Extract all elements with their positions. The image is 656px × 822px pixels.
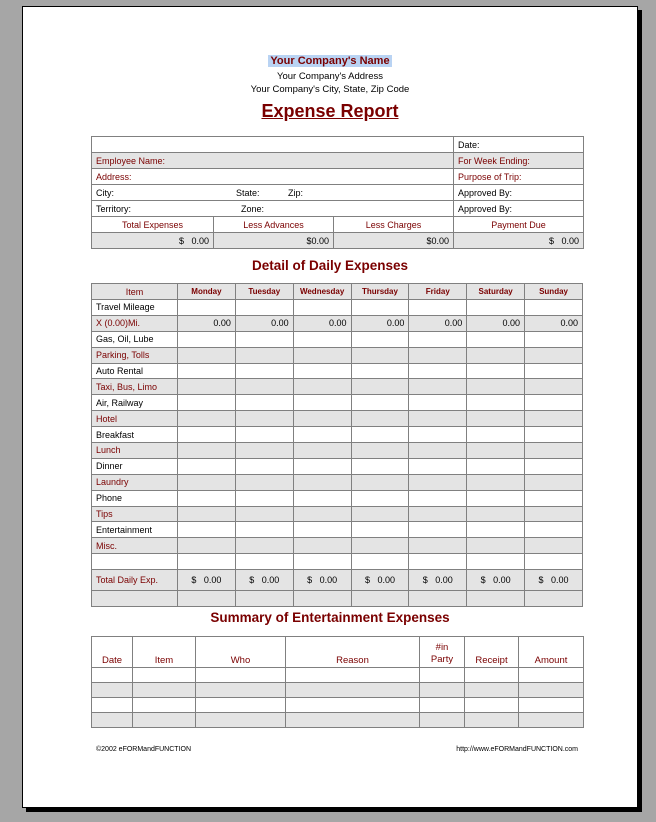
entertainment-cell[interactable] — [465, 698, 519, 713]
expense-cell[interactable] — [525, 458, 583, 474]
company-name: Your Company's Name — [270, 55, 390, 67]
expense-item-label: Air, Railway — [92, 395, 178, 411]
expense-cell[interactable] — [351, 474, 409, 490]
expense-cell[interactable] — [409, 474, 467, 490]
day-column-header: Tuesday — [235, 284, 293, 300]
blank-cell — [235, 591, 293, 607]
expense-cell[interactable] — [467, 474, 525, 490]
table-row — [92, 363, 583, 379]
expense-cell[interactable] — [409, 458, 467, 474]
expense-cell[interactable] — [351, 538, 409, 554]
expense-cell[interactable] — [293, 411, 351, 427]
blank-cell — [178, 591, 236, 607]
expense-cell[interactable] — [178, 538, 236, 554]
expense-cell[interactable] — [293, 363, 351, 379]
entertainment-cell[interactable] — [133, 683, 196, 698]
table-row — [92, 315, 583, 331]
entertainment-cell[interactable] — [286, 668, 420, 683]
expense-cell[interactable]: 0.00 — [235, 315, 293, 331]
entertainment-cell[interactable] — [92, 668, 133, 683]
expense-cell[interactable] — [467, 443, 525, 459]
ent-column-header: Reason — [286, 637, 420, 668]
expense-cell[interactable] — [525, 443, 583, 459]
entertainment-cell[interactable] — [92, 683, 133, 698]
expense-cell[interactable] — [351, 300, 409, 316]
entertainment-table — [91, 636, 584, 728]
expense-cell[interactable] — [178, 331, 236, 347]
expense-cell[interactable] — [235, 474, 293, 490]
expense-cell[interactable] — [467, 458, 525, 474]
expense-cell[interactable]: 0.00 — [178, 315, 236, 331]
expense-cell[interactable] — [178, 522, 236, 538]
table-row — [92, 554, 583, 570]
company-address: Your Company's Address — [276, 71, 384, 82]
entertainment-cell[interactable] — [196, 668, 286, 683]
employee-info-table — [91, 136, 584, 249]
table-row — [92, 522, 583, 538]
expense-cell[interactable] — [293, 395, 351, 411]
day-column-header: Thursday — [351, 284, 409, 300]
expense-cell[interactable]: 0.00 — [351, 315, 409, 331]
entertainment-cell[interactable] — [519, 713, 584, 728]
less-advances-value[interactable]: $0.00 — [214, 233, 334, 249]
expense-cell[interactable] — [235, 427, 293, 443]
expense-cell[interactable] — [525, 474, 583, 490]
table-row — [92, 331, 583, 347]
expense-cell[interactable] — [351, 379, 409, 395]
expense-cell[interactable] — [351, 395, 409, 411]
blank-cell — [409, 591, 467, 607]
expense-cell[interactable] — [467, 490, 525, 506]
expense-cell[interactable]: 0.00 — [293, 315, 351, 331]
table-row — [92, 538, 583, 554]
total-daily-value: $ 0.00 — [351, 570, 409, 591]
expense-cell[interactable] — [235, 363, 293, 379]
day-column-header: Friday — [409, 284, 467, 300]
expense-cell[interactable] — [525, 538, 583, 554]
expense-cell[interactable] — [409, 538, 467, 554]
expense-cell[interactable]: 0.00 — [525, 315, 583, 331]
expense-item-label: Gas, Oil, Lube — [92, 331, 178, 347]
approved-by-field-1[interactable]: Approved By: — [454, 185, 584, 201]
entertainment-cell[interactable] — [196, 713, 286, 728]
total-daily-value: $ 0.00 — [525, 570, 583, 591]
table-row — [92, 379, 583, 395]
expense-cell[interactable] — [467, 363, 525, 379]
expense-cell[interactable] — [293, 300, 351, 316]
expense-cell[interactable] — [293, 538, 351, 554]
expense-item-label: Parking, Tolls — [92, 347, 178, 363]
table-row — [92, 490, 583, 506]
blank-cell — [467, 591, 525, 607]
expense-cell[interactable] — [351, 443, 409, 459]
expense-cell[interactable] — [293, 554, 351, 570]
footer-url[interactable]: http://www.eFORMandFUNCTION.com — [456, 746, 578, 753]
daily-expenses-table — [91, 283, 583, 607]
expense-cell[interactable] — [351, 411, 409, 427]
ent-column-header: Date — [92, 637, 133, 668]
total-daily-value: $ 0.00 — [235, 570, 293, 591]
expense-cell[interactable] — [409, 331, 467, 347]
expense-cell[interactable] — [235, 522, 293, 538]
entertainment-cell[interactable] — [519, 698, 584, 713]
entertainment-cell[interactable] — [133, 668, 196, 683]
ent-column-header: #in Party — [420, 637, 465, 668]
expense-cell[interactable] — [467, 538, 525, 554]
expense-cell[interactable] — [293, 427, 351, 443]
expense-cell[interactable] — [235, 506, 293, 522]
expense-cell[interactable] — [525, 395, 583, 411]
expense-cell[interactable] — [467, 506, 525, 522]
expense-cell[interactable] — [351, 427, 409, 443]
expense-cell[interactable] — [525, 554, 583, 570]
expense-cell[interactable] — [293, 379, 351, 395]
expense-cell[interactable] — [409, 554, 467, 570]
expense-cell[interactable] — [235, 490, 293, 506]
expense-cell[interactable] — [467, 411, 525, 427]
expense-cell[interactable] — [409, 522, 467, 538]
state-label: State: — [236, 187, 260, 198]
territory-zone-field[interactable] — [92, 201, 454, 217]
less-advances-label: Less Advances — [214, 217, 334, 233]
entertainment-cell[interactable] — [286, 683, 420, 698]
expense-item-label: Laundry — [92, 474, 178, 490]
expense-cell[interactable] — [293, 458, 351, 474]
expense-cell[interactable] — [178, 411, 236, 427]
blank-cell — [92, 591, 178, 607]
ent-column-header: Item — [133, 637, 196, 668]
table-row — [92, 427, 583, 443]
expense-cell[interactable] — [178, 443, 236, 459]
table-row — [92, 668, 584, 683]
expense-cell[interactable] — [351, 347, 409, 363]
purpose-field[interactable]: Purpose of Trip: — [454, 169, 584, 185]
table-row — [92, 300, 583, 316]
city-label: City: — [96, 187, 114, 198]
expense-cell[interactable] — [293, 347, 351, 363]
zone-label: Zone: — [241, 203, 265, 214]
table-row — [92, 474, 583, 490]
entertainment-title: Summary of Entertainment Expenses — [210, 610, 450, 625]
expense-item-label: Lunch — [92, 443, 178, 459]
expense-cell[interactable] — [235, 458, 293, 474]
entertainment-cell[interactable] — [420, 698, 465, 713]
address-field[interactable]: Address: — [92, 169, 454, 185]
item-column-header: Item — [92, 284, 178, 300]
expense-cell[interactable] — [409, 411, 467, 427]
entertainment-cell[interactable] — [92, 698, 133, 713]
expense-cell[interactable] — [525, 490, 583, 506]
entertainment-cell[interactable] — [519, 668, 584, 683]
expense-item-label: Taxi, Bus, Limo — [92, 379, 178, 395]
expense-cell[interactable] — [409, 427, 467, 443]
expense-cell[interactable] — [351, 554, 409, 570]
city-state-zip-field[interactable] — [92, 185, 454, 201]
expense-item-label: Hotel — [92, 411, 178, 427]
entertainment-cell[interactable] — [196, 698, 286, 713]
table-row — [92, 443, 583, 459]
expense-cell[interactable]: 0.00 — [409, 315, 467, 331]
expense-cell[interactable] — [525, 427, 583, 443]
expense-cell[interactable] — [525, 522, 583, 538]
table-row — [92, 395, 583, 411]
expense-cell[interactable] — [409, 347, 467, 363]
table-row — [92, 506, 583, 522]
entertainment-cell[interactable] — [519, 683, 584, 698]
ent-column-header: Receipt — [465, 637, 519, 668]
total-daily-value: $ 0.00 — [293, 570, 351, 591]
less-charges-label: Less Charges — [334, 217, 454, 233]
expense-cell[interactable] — [467, 347, 525, 363]
expense-item-label: Entertainment — [92, 522, 178, 538]
expense-cell[interactable] — [525, 379, 583, 395]
expense-cell[interactable] — [235, 411, 293, 427]
blank-cell — [525, 591, 583, 607]
week-ending-field[interactable]: For Week Ending: — [454, 153, 584, 169]
expense-item-label: Travel Mileage — [92, 300, 178, 316]
expense-cell[interactable] — [178, 474, 236, 490]
day-column-header: Saturday — [467, 284, 525, 300]
expense-item-label: Auto Rental — [92, 363, 178, 379]
zip-label: Zip: — [288, 187, 304, 198]
expense-cell[interactable] — [178, 379, 236, 395]
expense-cell[interactable] — [467, 427, 525, 443]
expense-cell[interactable] — [351, 490, 409, 506]
total-daily-value: $ 0.00 — [178, 570, 236, 591]
table-row — [92, 411, 583, 427]
approved-by-field-2[interactable]: Approved By: — [454, 201, 584, 217]
territory-label: Territory: — [96, 203, 132, 214]
blank-cell — [351, 591, 409, 607]
company-city: Your Company's City, State, Zip Code — [250, 84, 410, 95]
expense-item-label: Misc. — [92, 538, 178, 554]
employee-name-field[interactable]: Employee Name: — [92, 153, 454, 169]
entertainment-cell[interactable] — [286, 713, 420, 728]
expense-cell[interactable] — [178, 554, 236, 570]
expense-cell[interactable] — [293, 443, 351, 459]
expense-cell[interactable] — [235, 331, 293, 347]
expense-cell[interactable] — [409, 300, 467, 316]
expense-cell[interactable] — [409, 379, 467, 395]
ent-column-header: Amount — [519, 637, 584, 668]
expense-item-label: Breakfast — [92, 427, 178, 443]
expense-cell[interactable] — [467, 395, 525, 411]
expense-cell[interactable] — [178, 427, 236, 443]
expense-cell[interactable] — [178, 490, 236, 506]
entertainment-cell[interactable] — [420, 713, 465, 728]
expense-cell[interactable] — [525, 363, 583, 379]
expense-cell[interactable] — [525, 331, 583, 347]
table-row — [92, 698, 584, 713]
expense-cell[interactable] — [178, 395, 236, 411]
table-row — [92, 713, 584, 728]
expense-cell[interactable] — [235, 300, 293, 316]
expense-cell[interactable] — [235, 379, 293, 395]
entertainment-cell[interactable] — [465, 683, 519, 698]
total-daily-label: Total Daily Exp. — [92, 570, 178, 591]
ent-column-header: Who — [196, 637, 286, 668]
expense-cell[interactable] — [467, 331, 525, 347]
expense-cell[interactable] — [178, 300, 236, 316]
expense-cell[interactable] — [235, 347, 293, 363]
expense-cell[interactable] — [235, 443, 293, 459]
expense-item-label: X (0.00)Mi. — [92, 315, 178, 331]
report-title: Expense Report — [261, 101, 399, 121]
date-field[interactable]: Date: — [454, 137, 584, 153]
expense-cell[interactable] — [351, 458, 409, 474]
expense-cell[interactable] — [351, 522, 409, 538]
expense-item-label — [92, 554, 178, 570]
expense-cell[interactable] — [235, 395, 293, 411]
entertainment-cell[interactable] — [465, 713, 519, 728]
entertainment-cell[interactable] — [133, 713, 196, 728]
day-column-header: Sunday — [525, 284, 583, 300]
blank-cell — [293, 591, 351, 607]
entertainment-cell[interactable] — [465, 668, 519, 683]
expense-cell[interactable] — [409, 363, 467, 379]
entertainment-cell[interactable] — [286, 698, 420, 713]
expense-cell[interactable] — [293, 490, 351, 506]
less-charges-value[interactable]: $0.00 — [334, 233, 454, 249]
table-row — [92, 683, 584, 698]
entertainment-cell[interactable] — [420, 668, 465, 683]
expense-cell[interactable] — [409, 395, 467, 411]
expense-cell[interactable] — [525, 347, 583, 363]
expense-cell[interactable] — [351, 363, 409, 379]
payment-due-label: Payment Due — [454, 217, 584, 233]
expense-cell[interactable] — [467, 379, 525, 395]
expense-cell[interactable] — [178, 458, 236, 474]
day-column-header: Wednesday — [293, 284, 351, 300]
table-row — [92, 347, 583, 363]
expense-item-label: Phone — [92, 490, 178, 506]
expense-cell[interactable] — [467, 554, 525, 570]
entertainment-cell[interactable] — [196, 683, 286, 698]
footer-copyright: ©2002 eFORMandFUNCTION — [96, 746, 192, 753]
expense-cell[interactable] — [178, 347, 236, 363]
day-column-header: Monday — [178, 284, 236, 300]
table-row — [92, 458, 583, 474]
expense-cell[interactable] — [235, 538, 293, 554]
expense-cell[interactable] — [293, 506, 351, 522]
expense-cell[interactable] — [409, 506, 467, 522]
payment-due-value: $ 0.00 — [454, 233, 584, 249]
expense-cell[interactable] — [525, 411, 583, 427]
expense-cell[interactable] — [293, 331, 351, 347]
expense-cell[interactable] — [525, 506, 583, 522]
daily-expenses-title: Detail of Daily Expenses — [251, 258, 409, 273]
total-expenses-label: Total Expenses — [92, 217, 214, 233]
total-daily-value: $ 0.00 — [409, 570, 467, 591]
total-daily-value: $ 0.00 — [467, 570, 525, 591]
expense-cell[interactable] — [467, 522, 525, 538]
expense-cell[interactable] — [409, 490, 467, 506]
expense-cell[interactable] — [467, 300, 525, 316]
total-expenses-value: $ 0.00 — [92, 233, 214, 249]
expense-cell[interactable]: 0.00 — [467, 315, 525, 331]
expense-cell[interactable] — [178, 506, 236, 522]
expense-cell[interactable] — [409, 443, 467, 459]
expense-cell[interactable] — [235, 554, 293, 570]
blank-cell[interactable] — [92, 137, 454, 153]
expense-cell[interactable] — [525, 300, 583, 316]
document-page — [22, 6, 638, 808]
expense-cell[interactable] — [351, 331, 409, 347]
entertainment-cell[interactable] — [133, 698, 196, 713]
entertainment-cell[interactable] — [92, 713, 133, 728]
expense-cell[interactable] — [293, 474, 351, 490]
expense-cell[interactable] — [293, 522, 351, 538]
expense-cell[interactable] — [178, 363, 236, 379]
entertainment-cell[interactable] — [420, 683, 465, 698]
expense-cell[interactable] — [351, 506, 409, 522]
expense-item-label: Dinner — [92, 458, 178, 474]
expense-item-label: Tips — [92, 506, 178, 522]
